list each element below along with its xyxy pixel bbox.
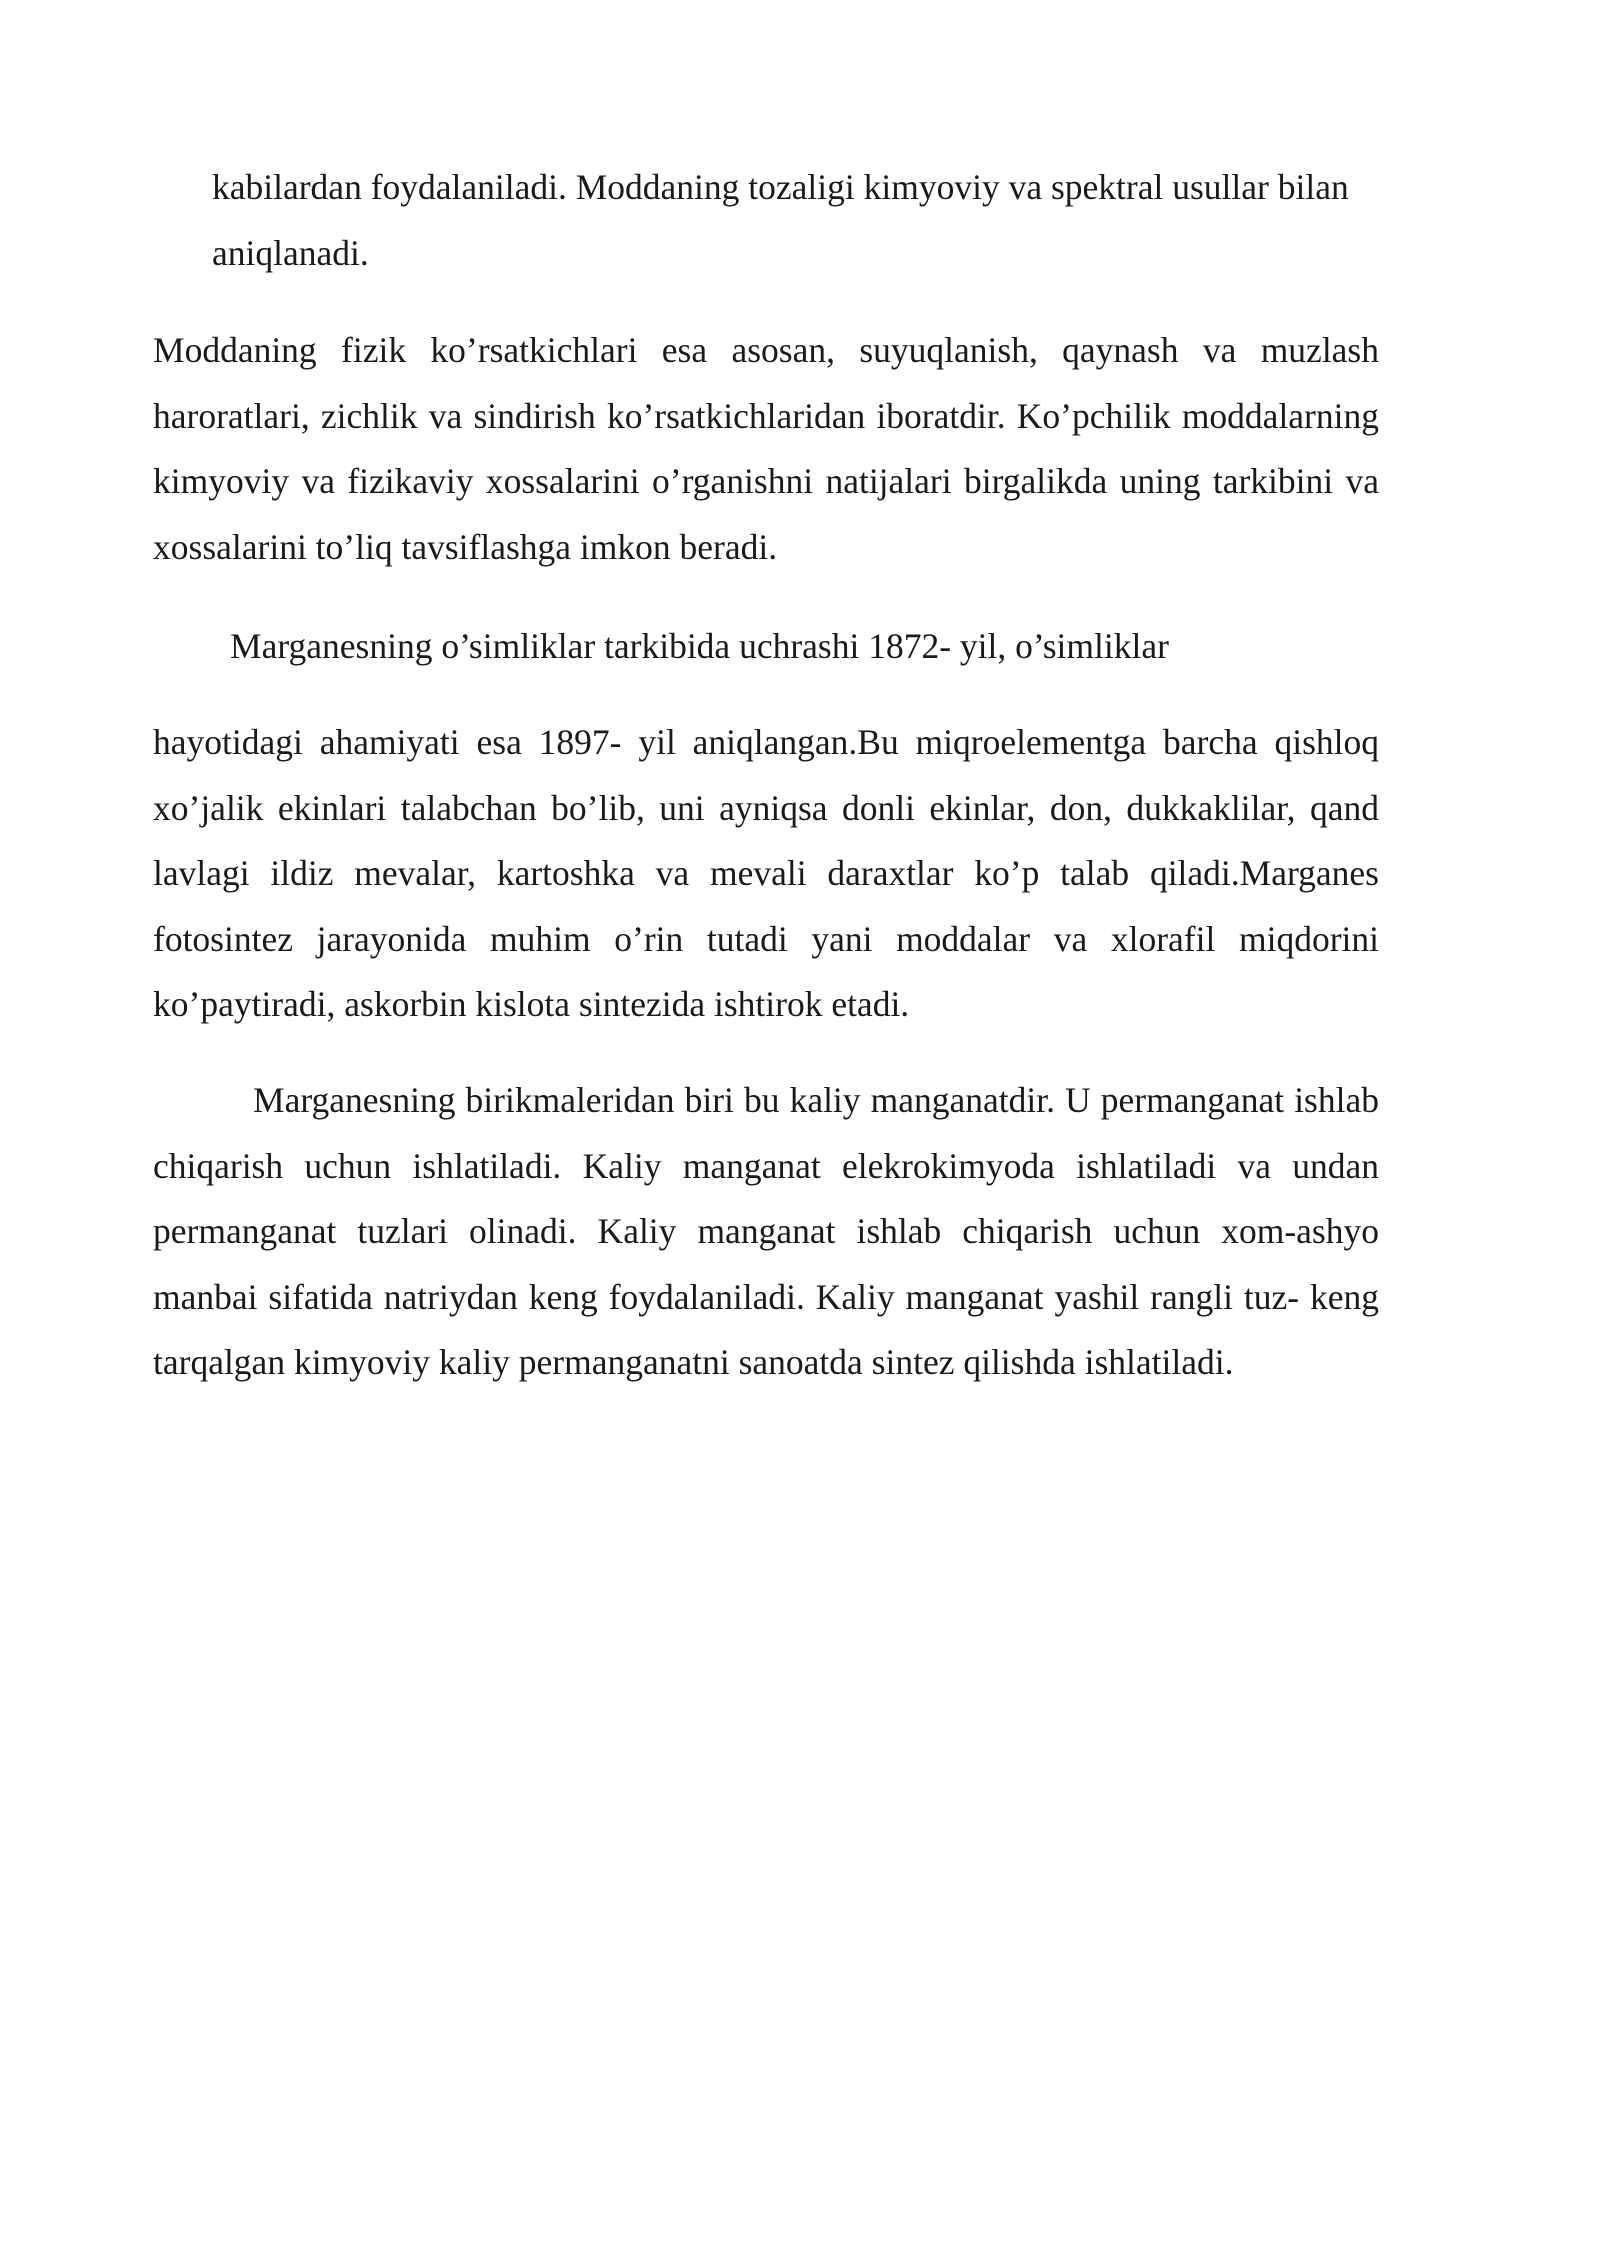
paragraph-continuation: kabilardan foydalaniladi. Moddaning tozaligi kimyoviy va spektral usullar bilan aniqlanadi. [212,167,1349,273]
paragraph-manganese-importance: hayotidagi ahamiyati esa 1897- yil aniqlangan.Bu miqroelementga barcha qishloq xo’jalik ekinlari talabchan bo’lib, uni ayniqsa donli ekinlar, don, dukkaklilar, qand lavlagi ildiz mevalar, kartoshka va mevali daraxtlar ko’p talab qiladi.Marganes fotosintez jarayonida muhim o’rin tutadi yani moddalar va xlorafil miqdorini ko’paytiradi, askorbin kislota sintezida ishtirok etadi. [153,722,1379,1024]
paragraph-potassium-manganate: Marganesning birikmaleridan biri bu kaliy manganatdir. U permanganat ishlab chiqarish uchun ishlatiladi. Kaliy manganat elekrokimyoda ishlatiladi va undan permanganat tuzlari olinadi. Kaliy manganat ishlab chiqarish uchun xom-ashyo manbai sifatida natriydan keng foydalaniladi. Kaliy manganat yashil rangli tuz- keng tarqalgan kimyoviy kaliy permanganatni sanoatda sintez qilishda ishlatiladi. [153,1080,1379,1382]
paragraph-manganese-history-intro: Marganesning o’simliklar tarkibida uchrashi 1872- yil, o’simliklar [230,626,1169,666]
paragraph-physical-properties: Moddaning fizik ko’rsatkichlari esa asosan, suyuqlanish, qaynash va muzlash haroratlari, zichlik va sindirish ko’rsatkichlaridan iboratdir. Ko’pchilik moddalarning kimyoviy va fizikaviy xossalarini o’rganishni natijalari birgalikda uning tarkibini va xossalarini to’liq tavsiflashga imkon beradi. [153,330,1379,567]
